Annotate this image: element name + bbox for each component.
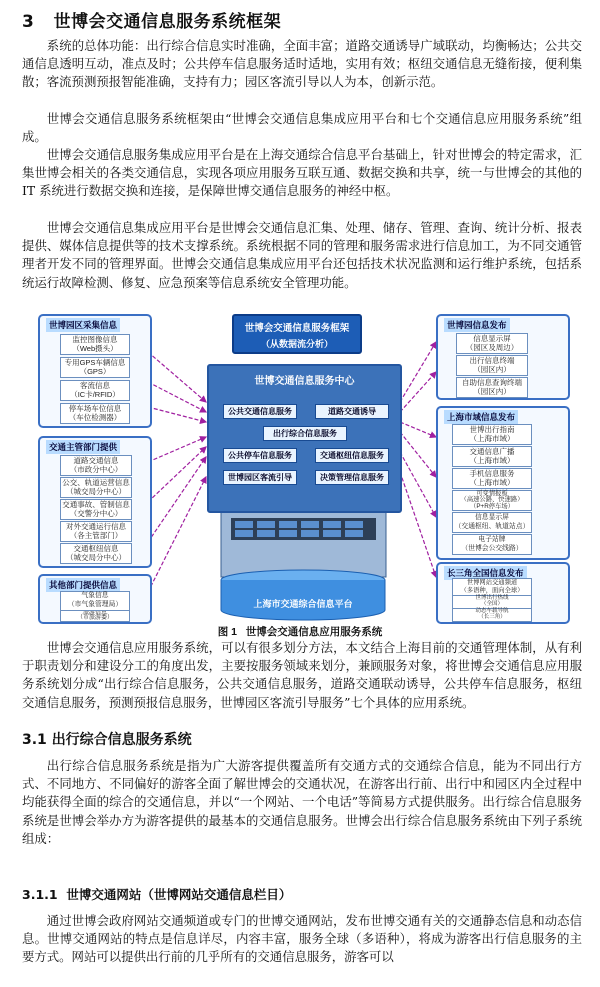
input-item: 公交、轨道运营信息 （城交局分中心）: [60, 477, 132, 498]
figure-caption: [0, 624, 600, 639]
input-item: 客流信息 （IC卡/RFID）: [60, 380, 130, 401]
arrow-out-3: [400, 422, 436, 437]
platform-label: 上海市交通综合信息平台: [253, 599, 353, 609]
group-city-publish: [436, 406, 570, 560]
banner-line-2: （从数据流分析）: [260, 339, 333, 349]
group-title: 世博园区采集信息: [46, 318, 120, 332]
arrow-in-1: [148, 352, 206, 402]
service-hub: 交通枢纽信息服务: [315, 448, 389, 463]
arrow-out-6: [400, 472, 436, 577]
input-item: 交通枢纽信息 （城交局分中心）: [60, 543, 132, 564]
service-center-title: 世博交通信息服务中心: [254, 376, 355, 387]
input-item: 交通事故、管制信息 （交警分中心）: [60, 499, 132, 520]
output-item: 电子站牌 （世博会公交线路）: [452, 534, 532, 555]
subsubsection-title: 世博交通网站（世博网站交通信息栏目）: [66, 887, 292, 902]
group-other-departments: [38, 574, 152, 624]
subsubsection-number: 3.1.1: [22, 887, 58, 902]
arrow-out-5: [400, 452, 436, 517]
arrow-in-6: [148, 457, 206, 542]
paragraph-overall-function: 系统的总体功能：出行综合信息实时准确，全面丰富；道路交通诱导广域联动，均衡畅达；公共交通信息透明互动，准点及时；公共停车信息服务适时适地，实用有效；枢纽交通信息无缝衔接，便利集散；客流预测预报智能准确，支持有力；园区客流引导以人为本，创新示范。: [22, 38, 582, 90]
output-item: 手机信息服务 （上海市域）: [452, 468, 532, 489]
output-item: 交通信息广播 （上海市域）: [452, 446, 532, 467]
paragraph-framework: 世博会交通信息服务系统框架由“世博会交通信息集成应用平台和七个交通信息应用服务系统”组成。: [22, 111, 582, 145]
output-item: 出行信息终端 （园区内）: [456, 355, 528, 376]
diagram-banner: [232, 314, 362, 354]
service-parking: 公共停车信息服务: [223, 448, 297, 463]
group-title: 世博园信息发布: [444, 318, 510, 332]
paragraph-platform-functions: 世博会交通信息集成应用平台是世博会交通信息汇集、处理、储存、管理、查询、统计分析、报表提供、媒体信息提供等的技术支撑系统。系统根据不同的管理和服务需求进行信息加工，为不同交通管理者开发不同的管理界面。世博会交通信息集成应用平台还包括技术状况监测和运行维护系统，包括系统运行故障检测、修复、应急预案等信息系统安全管理功能。: [22, 220, 582, 290]
service-travel-info: 出行综合信息服务: [263, 426, 347, 441]
output-item: 世博出行指南 （上海市域）: [452, 424, 532, 445]
input-item: 对外交通运行信息 （各主管部门）: [60, 521, 132, 542]
group-title: 长三角全国信息发布: [444, 566, 527, 580]
section-title: 世博会交通信息服务系统框架: [53, 12, 282, 32]
service-park-flow: 世博园区客流引导: [223, 470, 297, 485]
paragraph-expo-website: 通过世博会政府网站交通频道或专门的世博交通网站，发布世博交通有关的交通静态信息和动态信息。世博交通网站的特点是信息详尽，内容丰富，服务全球（多语种），将成为游客出行信息服务的主要方式。网站可以提供出行前的几乎所有的交通信息服务，游客可以: [22, 913, 582, 965]
service-road-guidance: 道路交通诱导: [315, 404, 389, 419]
output-item: 动态车载导航 （长三角）: [452, 608, 532, 622]
output-item: 信息显示屏 （园区及周边）: [456, 333, 528, 354]
group-authority-provided: [38, 436, 152, 568]
group-title: 交通主管部门提供: [46, 440, 120, 454]
group-national-publish: [436, 562, 570, 624]
input-item: 停车场车位信息 （车位检测器）: [60, 403, 130, 424]
section-heading: [22, 7, 281, 32]
section-number: 3: [22, 12, 35, 32]
arrow-out-4: [400, 432, 436, 477]
arrow-out-1: [400, 342, 436, 402]
subsection-number: 3.1: [22, 732, 47, 748]
input-item: 监控图像信息 （Web摄头）: [60, 334, 130, 355]
output-item: 世博网站交通频道 （多语种，面向全球）: [452, 578, 532, 596]
service-decision: 决策管理信息服务: [315, 470, 389, 485]
output-item: 世博出行热线 （全国）: [452, 595, 532, 609]
paragraph-travel-info-system: 出行综合信息服务系统是指为广大游客提供覆盖所有交通方式的交通综合信息，能为不同出行方式、不同地方、不同偏好的游客全面了解世博会的交通状况，在游客出行前、出行中和园区内全过程中均能获得全面的综合的交通信息，并以“一个网站、一个电话”等简易方式提供服务。出行综合信息服务系统是世博会举办方为游客提供的最基本的交通信息服务。世博会出行综合信息服务系统由下列子系统组成：: [22, 758, 582, 846]
service-center: [207, 364, 402, 513]
output-item: 可变情报板 （高速公路、快速路） （P+R停车场）: [452, 490, 532, 511]
caption-text: 世博会交通信息应用服务系统: [245, 626, 383, 638]
output-item: 自助信息查询终端 （园区内）: [456, 377, 528, 398]
group-expo-publish: [436, 314, 570, 400]
input-item: 专用GPS车辆信息 （GPS）: [60, 357, 130, 378]
subsubsection-heading: [22, 885, 291, 903]
subsection-title: 出行综合信息服务系统: [51, 732, 192, 748]
paragraph-application-systems: 世博会交通信息应用服务系统，可以有很多划分方法，本文结合上海目前的交通管理体制，从有利于职责划分和建设分工的角度出发，主要按服务领域来划分，兼顾服务对象，将世博会交通信息应用服务系统划分成“出行综合信息服务，公共交通信息服务，道路交通联动诱导，公共停车信息服务，枢纽交通信息服务，预测预报信息服务，世博园区客流引导服务”七个具体的应用系统。: [22, 640, 582, 710]
framework-diagram: [36, 312, 570, 622]
arrow-out-2: [400, 372, 436, 412]
subsection-heading: [22, 729, 192, 749]
input-item: 旅游信息 （市旅游委）: [60, 610, 130, 622]
input-item: 道路交通信息 （市政分中心）: [60, 455, 132, 476]
arrow-in-7: [148, 477, 206, 592]
arrow-in-4: [148, 437, 206, 462]
input-item: 气象信息 （市气象管理局）: [60, 591, 130, 612]
group-title: 其他部门提供信息: [46, 578, 120, 592]
paragraph-platform-definition: 世博会交通信息服务集成应用平台是在上海交通综合信息平台基础上，针对世博会的特定需求，汇集世博会相关的各类交通信息，实现各项应用服务互联互通、数据交换和共享，统一与世博会的其他的 IT 系统进行数据交换和连接，是保障世博交通信息服务的神经中枢。: [22, 147, 582, 199]
group-title: 上海市域信息发布: [444, 410, 518, 424]
arrow-in-3: [148, 407, 206, 422]
caption-number: 图 1: [217, 626, 237, 638]
group-expo-collection: [38, 314, 152, 428]
output-item: 信息显示屏 （交通枢纽、轨道站点）: [452, 512, 532, 533]
service-public-transit: 公共交通信息服务: [223, 404, 297, 419]
arrow-in-2: [148, 382, 206, 412]
banner-line-1: 世博会交通信息服务框架: [244, 323, 350, 334]
